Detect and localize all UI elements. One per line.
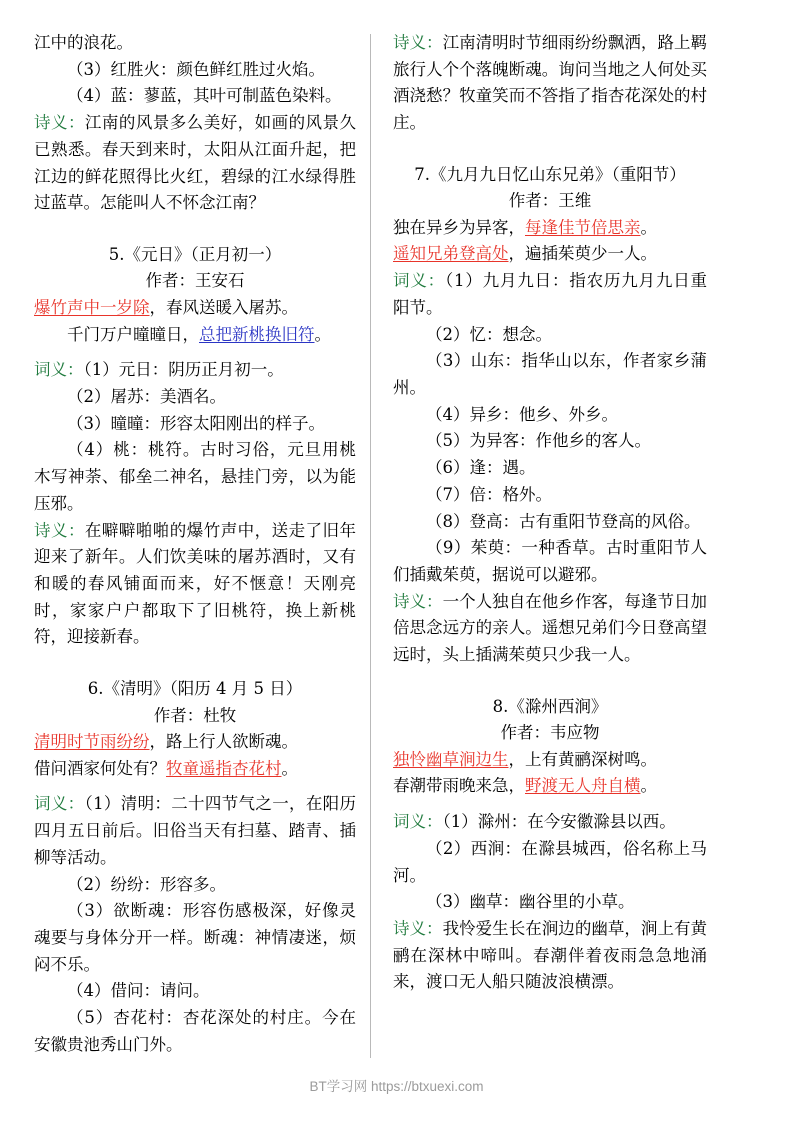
poem8-line1-rest: ，上有黄鹂深树鸣。 [508, 749, 657, 769]
poem7-line1-end: 。 [640, 217, 657, 237]
poem5-ciyi-3: （3）曈曈：形容太阳刚出的样子。 [67, 413, 325, 433]
poem7-shiyi-text: 一个人独自在他乡作客，每逢节日加倍思念远方的亲人。遥想兄弟们今日登高望远时，头上插满茱萸只少我一人。 [393, 591, 708, 665]
poem7-ciyi-8: （8）登高：古有重阳节登高的风俗。 [426, 511, 701, 531]
left-column [34, 30, 370, 1059]
poem6-line-2 [34, 756, 356, 783]
poem7-ciyi-2: （2）忆：想念。 [426, 324, 552, 344]
poem8-line-2 [393, 773, 707, 800]
poem5-line2-end: 。 [314, 324, 331, 344]
poem8-ciyi-label: 词义： [393, 812, 443, 832]
poem5-line2-plain: 千门万户曈曈日， [67, 324, 199, 344]
poem5-word-meanings [34, 357, 356, 384]
poem8-ciyi-2: （2）西涧：在滁县城西，俗名称上马河。 [393, 838, 707, 885]
poem8-ciyi-3: （3）幽草：幽谷里的小草。 [426, 892, 635, 912]
poem6-shiyi-label: 诗义： [393, 33, 443, 52]
poem8-shiyi-label: 诗义： [393, 918, 443, 938]
poem6-title: 6.《清明》（阳历 4 月 5 日） [87, 679, 303, 699]
two-column-layout [34, 30, 759, 1058]
poem7-ciyi-3: （3）山东：指华山以东，作者家乡蒲州。 [393, 351, 707, 397]
poem5-shiyi-label: 诗义： [34, 520, 85, 540]
poem6-meaning [393, 30, 707, 137]
poem7-line-1 [393, 215, 707, 242]
definition-item-3: （3）红胜火：颜色鲜红胜过火焰。 [67, 59, 325, 79]
poem7-line1-plain: 独在异乡为异客， [393, 217, 525, 237]
poem8-line2-plain: 春潮带雨晚来急， [393, 776, 525, 796]
poem6-ciyi-3: （3）欲断魂：形容伤感极深，好像灵魂要与身体分开一样。断魂：神情凄迷，烦闷不乐。 [34, 901, 356, 974]
poem5-line1-highlight: 爆竹声中一岁除 [34, 297, 150, 317]
poem-meaning-paragraph [34, 110, 356, 217]
poem5-line1-rest: ，春风送暖入屠苏。 [149, 297, 298, 317]
poem7-ciyi-6: （6）逢：遇。 [426, 458, 536, 478]
poem8-line1-highlight: 独怜幽草涧边生 [393, 749, 509, 769]
poem6-word-meanings [34, 791, 356, 871]
poem7-ciyi-label: 词义： [393, 271, 445, 291]
poem5-ciyi-1: （1）元日：阴历正月初一。 [83, 360, 284, 380]
continued-line: 江中的浪花。 [34, 33, 133, 52]
poem7-author: 作者：王维 [508, 191, 592, 211]
poem5-author: 作者：王安石 [145, 271, 245, 291]
poem6-shiyi-text: 江南清明时节细雨纷纷飘洒，路上羁旅行人个个落魄断魂。询问当地之人何处买酒浇愁？牧童笑而不答指了指杏花深处的村庄。 [393, 33, 708, 133]
poem5-shiyi-text: 在噼噼啪啪的爆竹声中，送走了旧年迎来了新年。人们饮美味的屠苏酒时，又有和暖的春风铺面而来，好不惬意！天刚亮时，家家户户都取下了旧桃符，换上新桃符，迎接新春。 [34, 520, 357, 647]
poem-meaning-label: 诗义： [34, 113, 85, 133]
poem6-ciyi-label: 词义： [34, 794, 85, 814]
poem7-ciyi-7: （7）倍：格外。 [426, 484, 552, 504]
poem7-ciyi-4: （4）异乡：他乡、外乡。 [426, 404, 618, 424]
poem7-title: 7.《九月九日忆山东兄弟》（重阳节） [414, 164, 686, 184]
poem7-line2-rest: ，遍插茱萸少一人。 [508, 244, 657, 264]
poem8-meaning [393, 916, 707, 996]
poem8-line2-end: 。 [640, 776, 657, 796]
poem6-line2-highlight: 牧童遥指杏花村 [166, 758, 282, 778]
poem5-ciyi-4: （4）桃：桃符。古时习俗，元旦用桃木写神荼、郁垒二神名，悬挂门旁，以为能压邪。 [34, 440, 356, 513]
poem6-author: 作者：杜牧 [153, 705, 237, 725]
poem6-line-1 [34, 729, 356, 756]
poem8-line-1 [393, 747, 707, 774]
poem8-shiyi-text: 我怜爱生长在涧边的幽草，涧上有黄鹂在深林中啼叫。春潮伴着夜雨急急地涌来，渡口无人船只随波浪横漂。 [393, 918, 708, 992]
poem7-ciyi-9: （9）茱萸：一种香草。古时重阳节人们插戴茱萸，据说可以避邪。 [393, 538, 707, 584]
poem6-ciyi-2: （2）纷纷：形容多。 [67, 874, 226, 894]
poem5-ciyi-label: 词义： [34, 360, 84, 380]
poem7-word-meanings [393, 268, 707, 321]
poem7-ciyi-1: （1）九月九日：指农历九月九日重阳节。 [393, 271, 708, 317]
poem7-ciyi-5: （5）为异客：作他乡的客人。 [426, 431, 651, 451]
poem6-line2-plain: 借问酒家何处有？ [34, 758, 166, 778]
poem8-word-meanings [393, 809, 707, 836]
poem5-line-1 [34, 295, 356, 322]
poem7-line2-highlight: 遥知兄弟登高处 [393, 244, 509, 264]
poem7-meaning [393, 589, 707, 669]
poem6-ciyi-5: （5）杏花村：杏花深处的村庄。今在安徽贵池秀山门外。 [34, 1008, 356, 1054]
poem8-author: 作者：韦应物 [500, 723, 600, 743]
poem5-line2-highlight: 总把新桃换旧符 [199, 324, 315, 344]
poem7-line1-highlight: 每逢佳节倍思亲 [525, 217, 641, 237]
poem8-title: 8.《滁州西涧》 [492, 696, 608, 716]
poem6-line2-end: 。 [281, 758, 298, 778]
poem7-shiyi-label: 诗义： [393, 591, 443, 611]
poem6-line1-rest: ，路上行人欲断魂。 [149, 731, 298, 751]
poem5-ciyi-2: （2）屠苏：美酒名。 [67, 386, 226, 406]
poem5-title: 5.《元日》（正月初一） [108, 245, 282, 265]
poem6-line1-highlight: 清明时节雨纷纷 [34, 731, 150, 751]
poem5-line-2 [34, 322, 356, 349]
poem6-ciyi-4: （4）借问：请问。 [67, 981, 210, 1001]
page-footer: BT学习网 https://btxuexi.com [309, 1079, 484, 1094]
poem6-ciyi-1: （1）清明：二十四节气之一，在阳历四月五日前后。旧俗当天有扫墓、踏青、插柳等活动。 [34, 794, 357, 867]
right-column [371, 30, 707, 996]
poem-meaning-text: 江南的风景多么美好，如画的风景久已熟悉。春天到来时，太阳从江面升起，把江边的鲜花照得比火红，碧绿的江水绿得胜过蓝草。怎能叫人不怀念江南？ [34, 113, 357, 213]
poem8-line2-highlight: 野渡无人舟自横 [525, 776, 641, 796]
definition-item-4: （4）蓝：蓼蓝，其叶可制蓝色染料。 [67, 86, 342, 106]
poem5-meaning [34, 518, 356, 652]
poem7-line-2 [393, 241, 707, 268]
poem8-ciyi-1: （1）滁州：在今安徽滁县以西。 [442, 812, 676, 832]
